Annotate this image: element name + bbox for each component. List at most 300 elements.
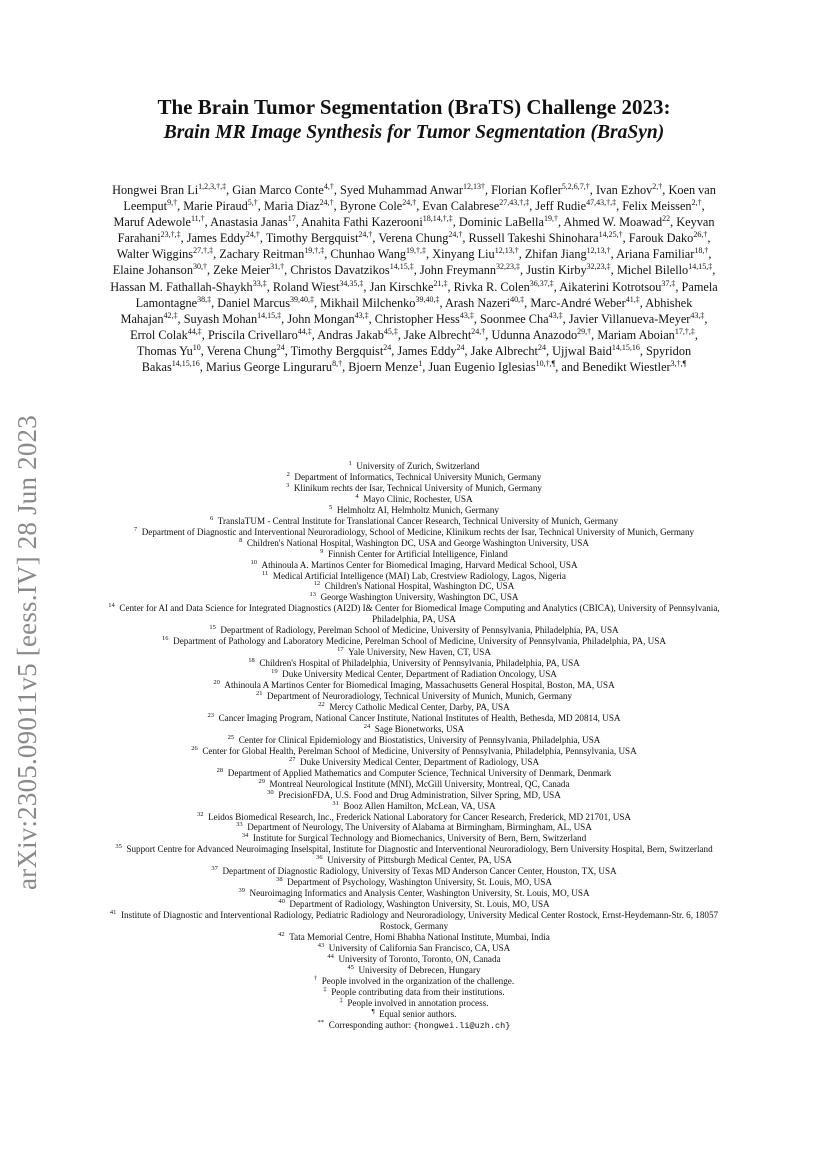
affiliation-superscript: 37 bbox=[211, 865, 218, 873]
author-name: Syed Muhammad Anwar bbox=[339, 183, 463, 197]
affiliation-superscript: 22 bbox=[318, 700, 325, 708]
author bbox=[112, 183, 226, 197]
author bbox=[454, 280, 554, 294]
author bbox=[113, 263, 207, 277]
affiliation-text: University of Pittsburgh Medical Center, PA, USA bbox=[327, 855, 512, 866]
affiliation-text: Department of Psychology, Washington University, St. Louis, MO, USA bbox=[287, 877, 552, 888]
author bbox=[422, 199, 529, 213]
affiliation-text: Institute of Diagnostic and Interventional Radiology, Pediatric Radiology and Neuroradiology, University Medical Center Rostock, Ernst-Heydemann-Str. 6, 18057 Rostock, Germany bbox=[120, 910, 719, 932]
author-name: Christopher Hess bbox=[374, 311, 460, 326]
arxiv-identifier: arXiv:2305.09011v5 [eess.IV] 28 Jun 2023 bbox=[12, 415, 42, 890]
affiliation-superscript: 12 bbox=[313, 580, 321, 588]
author-name: Ujjwal Baid bbox=[552, 343, 612, 358]
author bbox=[273, 280, 364, 294]
author-name: Xinyang Liu bbox=[432, 247, 495, 262]
affiliation-superscript: 40 bbox=[278, 898, 285, 906]
affiliation-text: Booz Allen Hamilton, McLean, VA, USA bbox=[343, 800, 496, 811]
affiliation-text: Department of Diagnostic Radiology, University of Texas MD Anderson Cancer Center, Houston, TX, USA bbox=[222, 866, 617, 877]
author-superscript: 19,†,‡ bbox=[304, 246, 325, 256]
author-name: Benedikt Wiestler bbox=[582, 360, 671, 375]
author-name: Pamela Lamontagne bbox=[135, 279, 718, 310]
author-superscript: 10,†,¶ bbox=[535, 358, 556, 368]
author bbox=[348, 360, 422, 374]
author-name: Russell Takeshi Shinohara bbox=[468, 231, 599, 246]
affiliation-superscript: 41 bbox=[109, 909, 117, 917]
footnote-text: Equal senior authors. bbox=[379, 1008, 457, 1019]
title-line-2: Brain MR Image Synthesis for Tumor Segmentation (BraSyn) bbox=[163, 122, 665, 143]
author bbox=[320, 296, 439, 310]
author bbox=[110, 280, 266, 294]
affiliation-text: Montreal Neurological Institute (MNI), McGill University, Montreal, QC, Canada bbox=[269, 778, 570, 789]
author-name: Spyridon Bakas bbox=[141, 343, 692, 375]
affiliation bbox=[100, 713, 728, 724]
affiliation-superscript: 4 bbox=[355, 492, 359, 500]
affiliation-text: Children's National Hospital, Washington DC, USA bbox=[324, 581, 515, 592]
affiliation-superscript: 20 bbox=[213, 679, 220, 687]
author bbox=[340, 199, 417, 213]
author-name: Elaine Johanson bbox=[112, 263, 193, 278]
author bbox=[420, 263, 520, 277]
author-name: Juan Eugenio Iglesias bbox=[428, 360, 536, 375]
affiliation-superscript: 32 bbox=[197, 810, 204, 818]
author-name: Roland Wiest bbox=[272, 279, 340, 294]
author-superscript: 19,†,‡ bbox=[406, 246, 427, 256]
footnote-superscript: † bbox=[313, 974, 318, 982]
author bbox=[569, 312, 705, 326]
affiliation-superscript: 43 bbox=[317, 941, 325, 949]
affiliation-text: University of California San Francisco, CA, USA bbox=[328, 942, 511, 953]
affiliation-superscript: 25 bbox=[227, 733, 235, 741]
author bbox=[264, 199, 334, 213]
corresponding-superscript: ** bbox=[317, 1018, 325, 1026]
affiliation-superscript: 24 bbox=[363, 722, 371, 730]
author bbox=[471, 344, 546, 358]
author-name: Justin Kirby bbox=[526, 263, 587, 278]
affiliation-superscript: 36 bbox=[316, 854, 323, 862]
author bbox=[287, 312, 368, 326]
author bbox=[552, 344, 640, 358]
affiliation-superscript: 18 bbox=[248, 657, 255, 665]
affiliation-superscript: 8 bbox=[239, 536, 243, 544]
author bbox=[378, 231, 462, 245]
affiliation-superscript: 2 bbox=[286, 470, 290, 478]
affiliation bbox=[100, 844, 728, 855]
author-superscript: 39,40,‡ bbox=[290, 294, 314, 304]
author-name: Rivka R. Colen bbox=[453, 279, 530, 294]
affiliation-superscript: 7 bbox=[133, 525, 138, 533]
author-name: Ariana Familiar bbox=[616, 247, 695, 262]
author-superscript: 24,† bbox=[319, 198, 334, 207]
author-name: Koen van Leemput bbox=[123, 183, 716, 214]
author bbox=[428, 360, 555, 374]
author bbox=[480, 312, 563, 326]
affiliation bbox=[100, 680, 728, 691]
author-superscript: 14,15,16 bbox=[611, 342, 640, 352]
author-superscript: 42,‡ bbox=[163, 310, 178, 320]
author bbox=[525, 247, 611, 261]
affiliation bbox=[100, 757, 728, 768]
affiliation bbox=[100, 866, 728, 877]
author-name: Andras Jakab bbox=[317, 327, 384, 342]
affiliation-text: University of Debrecen, Hungary bbox=[358, 964, 481, 975]
affiliation-text: University of Zurich, Switzerland bbox=[356, 461, 480, 471]
author-name: Errol Colak bbox=[130, 327, 188, 342]
author-superscript: 31,† bbox=[270, 262, 285, 272]
affiliation bbox=[100, 877, 728, 888]
author bbox=[130, 328, 202, 342]
author-superscript: 24,† bbox=[358, 230, 373, 240]
author bbox=[596, 183, 662, 197]
affiliation-text: Support Centre for Advanced Neuroimaging Inselspital, Institute for Diagnostic and Interventional Neuroradiology, Bern University Hospital, Bern, Switzerland bbox=[126, 844, 713, 855]
author-name: Maria Diaz bbox=[263, 199, 320, 214]
affiliation bbox=[100, 801, 728, 812]
affiliation-superscript: 29 bbox=[258, 777, 265, 785]
affiliation-superscript: 31 bbox=[332, 799, 339, 807]
affiliation bbox=[100, 833, 728, 844]
author-superscript: 2,† bbox=[652, 181, 663, 191]
author bbox=[317, 328, 398, 342]
author-superscript: 1,2,3,†,‡ bbox=[198, 181, 227, 191]
author-superscript: 14,15,‡ bbox=[389, 262, 414, 272]
affiliation-superscript: 3 bbox=[286, 481, 290, 489]
author bbox=[445, 296, 524, 310]
affiliation bbox=[100, 603, 728, 625]
affiliation-superscript: 19 bbox=[271, 668, 278, 676]
author-name: Jake Albrecht bbox=[404, 327, 472, 342]
author-name: Gian Marco Conte bbox=[232, 183, 324, 197]
affiliation bbox=[100, 746, 728, 757]
author-superscript: 32,23,‡ bbox=[586, 262, 611, 272]
author-name: James Eddy bbox=[397, 343, 457, 358]
footnote bbox=[100, 1009, 728, 1020]
affiliation bbox=[100, 461, 728, 472]
author-superscript: 27,43,†,‡ bbox=[499, 198, 530, 207]
affiliation bbox=[100, 592, 728, 603]
affiliation bbox=[100, 888, 728, 899]
author-superscript: 32,23,‡ bbox=[496, 262, 521, 272]
affiliation-superscript: 39 bbox=[238, 887, 245, 895]
affiliation-superscript: 30 bbox=[267, 788, 274, 796]
author-name: Evan Calabrese bbox=[422, 199, 500, 214]
author-superscript: 44,‡ bbox=[297, 326, 312, 336]
affiliation-text: Department of Diagnostic and Interventional Neuroradiology, School of Medicine, Klinikum rechts der Isar, Technical University of Munich, Germany bbox=[141, 526, 695, 537]
affiliation-superscript: 45 bbox=[347, 963, 354, 971]
author-name: John Mongan bbox=[287, 311, 355, 326]
affiliation-text: Institute for Surgical Technology and Biomechanics, University of Bern, Bern, Switzerland bbox=[252, 833, 587, 844]
author bbox=[616, 247, 708, 261]
affiliation-superscript: 28 bbox=[216, 766, 224, 774]
affiliation-text: Leidos Biomedical Research, Inc., Frederick National Laboratory for Cancer Research, Frederick, MD 21701, USA bbox=[208, 811, 631, 822]
affiliation-text: Klinikum rechts der Isar, Technical University of Munich, Germany bbox=[293, 482, 542, 493]
author bbox=[404, 328, 485, 342]
author-name: Javier Villanueva-Meyer bbox=[568, 311, 691, 326]
author-superscript: 11,† bbox=[190, 214, 205, 224]
affiliation-list bbox=[100, 461, 728, 1032]
affiliation bbox=[100, 658, 728, 669]
author-superscript: 33,‡ bbox=[252, 278, 267, 288]
affiliation-text: Athinoula A Martinos Center for Biomedical Imaging, Massachusetts General Hospital, Boston, MA, USA bbox=[224, 680, 615, 691]
affiliation-text: PrecisionFDA, U.S. Food and Drug Administration, Silver Spring, MD, USA bbox=[278, 789, 561, 800]
author-superscript: 26,† bbox=[693, 230, 708, 240]
affiliation-superscript: 1 bbox=[348, 459, 352, 467]
author-name: Priscila Crivellaro bbox=[207, 327, 298, 342]
author-superscript: 8,† bbox=[332, 358, 343, 368]
author bbox=[113, 215, 204, 229]
author bbox=[117, 247, 214, 261]
author bbox=[370, 280, 448, 294]
author-superscript: 37,‡ bbox=[661, 278, 676, 288]
affiliation bbox=[100, 625, 728, 636]
affiliation-text: Helmholtz AI, Helmholtz Munich, Germany bbox=[336, 504, 499, 515]
affiliation-text: Center for Global Health, Perelman School of Medicine, University of Pennsylvania, Philadelphia, Pennsylvania, USA bbox=[202, 745, 637, 756]
affiliation-text: Mercy Catholic Medical Center, Darby, PA, USA bbox=[329, 701, 510, 712]
author-superscript: 38,‡ bbox=[197, 294, 212, 304]
author-superscript: 14,15,‡ bbox=[688, 262, 713, 272]
affiliation-text: Mayo Clinic, Rochester, USA bbox=[363, 493, 473, 504]
affiliation bbox=[100, 910, 728, 932]
affiliation-superscript: 5 bbox=[329, 503, 333, 511]
affiliation-text: Center for AI and Data Science for Integrated Diagnostics (AI2D) I& Center for Biomedical Image Computing and Analytics (CBICA), University of Pennsylvania, Philadelphia, PA, USA bbox=[119, 603, 720, 625]
affiliation-superscript: 35 bbox=[115, 843, 122, 851]
author bbox=[291, 344, 392, 358]
affiliation-text: Tata Memorial Centre, Homi Bhabha National Institute, Mumbai, India bbox=[289, 931, 550, 942]
author-superscript: 14,15,16 bbox=[171, 358, 200, 368]
footnote-text: People involved in annotation process. bbox=[347, 997, 489, 1008]
author bbox=[617, 263, 712, 277]
corresponding-email[interactable]: {hongwei.li@uzh.ch} bbox=[413, 1020, 511, 1031]
author-name: Ivan Ezhov bbox=[595, 183, 653, 197]
affiliation-text: Department of Neurology, The University of Alabama at Birmingham, Birmingham, AL, USA bbox=[247, 822, 592, 833]
author-name: Maruf Adewole bbox=[113, 215, 191, 230]
author bbox=[491, 183, 590, 197]
author bbox=[219, 247, 324, 261]
author-name: Verena Chung bbox=[206, 343, 277, 358]
corresponding-author bbox=[100, 1020, 728, 1032]
title-line-1: The Brain Tumor Segmentation (BraTS) Challenge 2023: bbox=[157, 95, 671, 119]
author-name: Jan Kirschke bbox=[369, 279, 434, 294]
author-superscript: 5,† bbox=[247, 198, 258, 207]
author-superscript: 21,‡ bbox=[433, 278, 448, 288]
author-superscript: 39,40,‡ bbox=[415, 294, 440, 304]
author-superscript: 30,† bbox=[192, 262, 207, 272]
author-name: Keyvan Farahani bbox=[117, 215, 715, 246]
author bbox=[137, 344, 201, 358]
author-superscript: 43,‡ bbox=[354, 310, 369, 320]
author-name: Hassan M. Fathallah-Shaykh bbox=[110, 279, 253, 294]
author bbox=[629, 231, 708, 245]
author-superscript: 44,‡ bbox=[187, 326, 202, 336]
author bbox=[266, 231, 373, 245]
author bbox=[535, 199, 616, 213]
author-name: Byrone Cole bbox=[339, 199, 403, 214]
author-list: Hongwei Bran $Li^{1,2,3,\dagger,\ddagger}$, Gian Marco Conte$^{4,\dagger}$, Syed Muhammad Anwar$^{12,13\dagger}$, Florian Kofler$^{5,2,6,7,\dagger}$, Ivan Ezhov$^{2,\dagger}$, Koen van Leemput$^{9,\dagger}$, Marie Piraud$^{5,\dagger}$, Maria Diaz$^{24,\dagger}$, Byrone Cole$^{24,\dagger}$, Evan Calabrese$^{27,43,\dagger,\ddagger}$, Jeff Rudie$^{47,43,\dagger,\ddagger}$, Felix Meissen$^{2,\dagger}$, Maruf Adewole$^{11,\dagger}$, Anastasia Janas$^{17}$, Anahita Fathi Kazerooni$^{18,14,\dagger,\ddagger}$, Dominic LaBella$^{19,\dagger}$, Ahmed W. Moawad$^{22}$, Keyvan Farahani$^{23,\dagger,\ddagger}$, James Eddy$^{24,\dagger}$, Timothy Bergquist$^{24,\dagger}$, Verena Chung$^{24,\dagger}$, Russell Takeshi Shinohara$^{14,25,\dagger}$, Farouk Dako$^{26,\dagger}$, Walter Wiggins$^{27,\dagger,\ddagger}$, Zachary Reitman$^{19,\dagger,\ddagger}$, Chunhao Wang$^{19,\dagger,\ddagger}$, Xinyang Liu$^{12,13,\dagger}$, Zhifan Jiang$^{12,13,\dagger}$, Ariana Familiar$^{18,\dagger}$, Elaine Johanson$^{30,\dagger}$, Zeke Meier$^{31,\dagger}$, Christos Davatzikos$^{14,15,\ddagger}$, John Freymann$^{32,23,\ddagger}$, Justin Kirby$^{32,23,\ddagger}$, Michel Bilello$^{14,15,\ddagger}$, Hassan M. Fathallah-Shaykh$^{33,\ddagger}$, Roland Wiest$^{34,35,\ddagger}$, Jan Kirschke$^{21,\ddagger}$, Rivka R. Colen$^{36,37,\ddagger}$, Aikaterini Kotrotsou$^{37,\ddagger}$, Pamela Lamontagne$^{38,\ddagger}$, Daniel Marcus$^{39,40,\ddagger}$, Mikhail Milchenko$^{39,40,\ddagger}$, Arash Nazeri$^{40,\ddagger}$, Marc-André Weber$^{41,\ddagger}$, Abhishek Mahajan$^{42,\ddagger}$, Suyash Mohan$^{14,15,\ddagger}$, John Mongan$^{43,\ddagger}$, Christopher Hess$^{43,\ddagger}$, Soonmee Cha$^{43,\ddagger}$, Javier Villanueva-Meyer$^{43,\ddagger}$, Errol Colak$^{44,\ddagger}$, Priscila Crivellaro$^{44,\ddagger}$, Andras Jakab$^{45,\ddagger}$, Jake Albrecht$^{24,\dagger}$, Udunna Anazodo$^{29,\dagger}$, Mariam Aboian$^{17,\dagger,\ddagger}$, Thomas Yu$^{10}$, Verena Chung$^{24}$, Timothy Bergquist$^{24}$, James Eddy$^{24}$, Jake Albrecht$^{24}$, Ujjwal Baid$^{14,15,16}$, Spyridon Bakas$^{14,15,16}$, Marius George Linguraru$^{8,\dagger}$, Bjoern Menze$^1$, Juan Eugenio Iglesias$^{10,\dagger,\P}$, and Benedikt Wiestler$^{3,\dagger,\P}$ bbox=[110, 181, 718, 375]
author bbox=[375, 312, 474, 326]
affiliation bbox=[100, 899, 728, 910]
affiliation bbox=[100, 965, 728, 976]
affiliation bbox=[100, 669, 728, 680]
paper-title bbox=[0, 94, 828, 146]
affiliation-text: Center for Clinical Epidemiology and Biostatistics, University of Pennsylvania, Philadelphia, USA bbox=[238, 734, 601, 745]
author bbox=[208, 328, 312, 342]
author-superscript: 1 bbox=[418, 358, 423, 368]
author-superscript: 43,‡ bbox=[690, 310, 705, 320]
author-superscript: 41,‡ bbox=[625, 294, 640, 304]
author-superscript: 18,† bbox=[694, 246, 709, 256]
author-name: Suyash Mohan bbox=[183, 311, 258, 326]
author bbox=[232, 183, 334, 197]
affiliation bbox=[100, 527, 728, 538]
author-name: Florian Kofler bbox=[491, 183, 562, 197]
footnote-superscript: ‡ bbox=[339, 996, 343, 1004]
affiliation bbox=[100, 822, 728, 833]
author bbox=[301, 215, 453, 229]
affiliation-superscript: 17 bbox=[337, 646, 344, 654]
author bbox=[563, 215, 670, 229]
author-superscript: 12,13,† bbox=[586, 246, 611, 256]
author-name: Christos Davatzikos bbox=[290, 263, 390, 278]
author-name: Mariam Aboian bbox=[597, 327, 675, 342]
author-name: Walter Wiggins bbox=[116, 247, 194, 262]
affiliation-superscript: 26 bbox=[191, 744, 198, 752]
author bbox=[559, 280, 675, 294]
author bbox=[217, 296, 314, 310]
author-name: Daniel Marcus bbox=[217, 295, 290, 310]
affiliation bbox=[100, 855, 728, 866]
affiliation bbox=[100, 636, 728, 647]
author-superscript: 24 bbox=[456, 342, 465, 352]
affiliation bbox=[100, 549, 728, 560]
author bbox=[184, 312, 281, 326]
affiliation bbox=[100, 516, 728, 527]
author-superscript: 24,† bbox=[402, 198, 417, 207]
affiliation-text: Cancer Imaging Program, National Cancer Institute, National Institutes of Health, Bethesda, MD 20814, USA bbox=[218, 712, 621, 723]
author bbox=[459, 215, 558, 229]
author-name: Felix Meissen bbox=[622, 199, 692, 214]
affiliation bbox=[100, 724, 728, 735]
affiliation-superscript: 15 bbox=[209, 624, 216, 632]
author-superscript: 4,† bbox=[323, 181, 334, 191]
author bbox=[597, 328, 695, 342]
author bbox=[469, 231, 623, 245]
author bbox=[340, 183, 485, 197]
author-name: Marius George Linguraru bbox=[205, 360, 333, 375]
footnote bbox=[100, 987, 728, 998]
author-name: Michel Bilello bbox=[616, 263, 689, 278]
author-name: Anastasia Janas bbox=[210, 215, 288, 230]
author-superscript: 24 bbox=[537, 342, 546, 352]
affiliation-superscript: 21 bbox=[255, 689, 263, 697]
author-name: Dominic LaBella bbox=[458, 215, 544, 230]
author-name: Bjoern Menze bbox=[348, 360, 419, 375]
affiliation-superscript: 42 bbox=[278, 930, 285, 938]
affiliation bbox=[100, 932, 728, 943]
author-superscript: 24,† bbox=[245, 230, 260, 240]
affiliation-superscript: 6 bbox=[209, 514, 214, 522]
affiliation-superscript: 13 bbox=[309, 591, 316, 599]
affiliation-text: Duke University Medical Center, Department of Radiology, USA bbox=[300, 756, 540, 767]
author bbox=[397, 344, 464, 358]
author-name: Ahmed W. Moawad bbox=[563, 215, 663, 230]
author-name: Jake Albrecht bbox=[470, 343, 538, 358]
affiliation-text: Department of Radiology, Perelman School of Medicine, University of Pennsylvania, Philadelphia, PA, USA bbox=[220, 625, 619, 636]
footnote-superscript: ¶ bbox=[371, 1007, 375, 1015]
author-name: Zeke Meier bbox=[213, 263, 271, 278]
author bbox=[330, 247, 426, 261]
author-name: Marie Piraud bbox=[183, 199, 248, 214]
author bbox=[206, 360, 342, 374]
author-superscript: 24 bbox=[383, 342, 392, 352]
author-superscript: 34,35,‡ bbox=[339, 278, 364, 288]
author-name: Arash Nazeri bbox=[444, 295, 511, 310]
author bbox=[530, 296, 639, 310]
author-superscript: 5,2,6,7,† bbox=[561, 181, 590, 191]
author-superscript: 43,‡ bbox=[548, 310, 563, 320]
affiliation bbox=[100, 494, 728, 505]
affiliation bbox=[100, 691, 728, 702]
affiliation-superscript: 10 bbox=[250, 558, 257, 566]
affiliation-text: Department of Applied Mathematics and Computer Science, Technical University of Denmark, Denmark bbox=[227, 767, 612, 778]
affiliation bbox=[100, 790, 728, 801]
author-name: Udunna Anazodo bbox=[491, 327, 578, 342]
author-name: Timothy Bergquist bbox=[265, 231, 359, 246]
affiliation bbox=[100, 538, 728, 549]
affiliation-text: Department of Radiology, Washington University, St. Louis, MO, USA bbox=[289, 899, 550, 910]
affiliation-text: Yale University, New Haven, CT, USA bbox=[348, 647, 491, 658]
affiliation bbox=[100, 472, 728, 483]
author-superscript: 17,†,‡ bbox=[674, 326, 695, 336]
affiliation-superscript: 9 bbox=[320, 547, 324, 555]
author-name: John Freymann bbox=[419, 263, 497, 278]
author-name: Aikaterini Kotrotsou bbox=[559, 279, 662, 294]
author-name: Farouk Dako bbox=[628, 231, 694, 246]
author-name: Abhishek Mahajan bbox=[120, 295, 693, 326]
footnote-text: People contributing data from their institutions. bbox=[331, 986, 505, 997]
author-superscript: 12,13,† bbox=[494, 246, 519, 256]
author-name: Hongwei Bran Li bbox=[112, 183, 199, 197]
author bbox=[432, 247, 519, 261]
footnote-superscript: ‡ bbox=[323, 985, 327, 993]
affiliation-text: Department of Neuroradiology, Technical University of Munich, Munich, Germany bbox=[267, 691, 573, 702]
author-superscript: 23,†,‡ bbox=[160, 230, 181, 240]
author-name: Zhifan Jiang bbox=[524, 247, 587, 262]
author-superscript: 24,† bbox=[448, 230, 463, 240]
affiliation-superscript: 44 bbox=[327, 952, 334, 960]
author-name: Zachary Reitman bbox=[219, 247, 305, 262]
author-superscript: 10 bbox=[192, 342, 201, 352]
affiliation-text: Duke University Medical Center, Department of Radiation Oncology, USA bbox=[282, 669, 557, 680]
affiliation-superscript: 38 bbox=[276, 876, 283, 884]
affiliation-superscript: 23 bbox=[207, 711, 214, 719]
author-superscript: 24 bbox=[276, 342, 285, 352]
footnote-text: People involved in the organization of the challenge. bbox=[321, 975, 515, 986]
author-superscript: 12,13† bbox=[462, 181, 485, 191]
author-superscript: 36,37,‡ bbox=[529, 278, 554, 288]
author-superscript: 9,† bbox=[167, 198, 178, 207]
author-superscript: 2,† bbox=[691, 198, 702, 207]
affiliation-superscript: 11 bbox=[262, 569, 269, 577]
author bbox=[187, 231, 260, 245]
author-superscript: 14,25,† bbox=[598, 230, 623, 240]
author bbox=[622, 199, 701, 213]
author-superscript: 27,†,‡ bbox=[193, 246, 214, 256]
author-name: Chunhao Wang bbox=[330, 247, 407, 262]
author bbox=[210, 215, 296, 229]
affiliation-superscript: 33 bbox=[236, 821, 243, 829]
affiliation-text: TranslaTUM - Central Institute for Translational Cancer Research, Technical University of Munich, Germany bbox=[217, 515, 619, 526]
author-superscript: 40,‡ bbox=[510, 294, 525, 304]
author-superscript: 19,† bbox=[543, 214, 558, 224]
corresponding-label: Corresponding author: bbox=[328, 1019, 412, 1030]
